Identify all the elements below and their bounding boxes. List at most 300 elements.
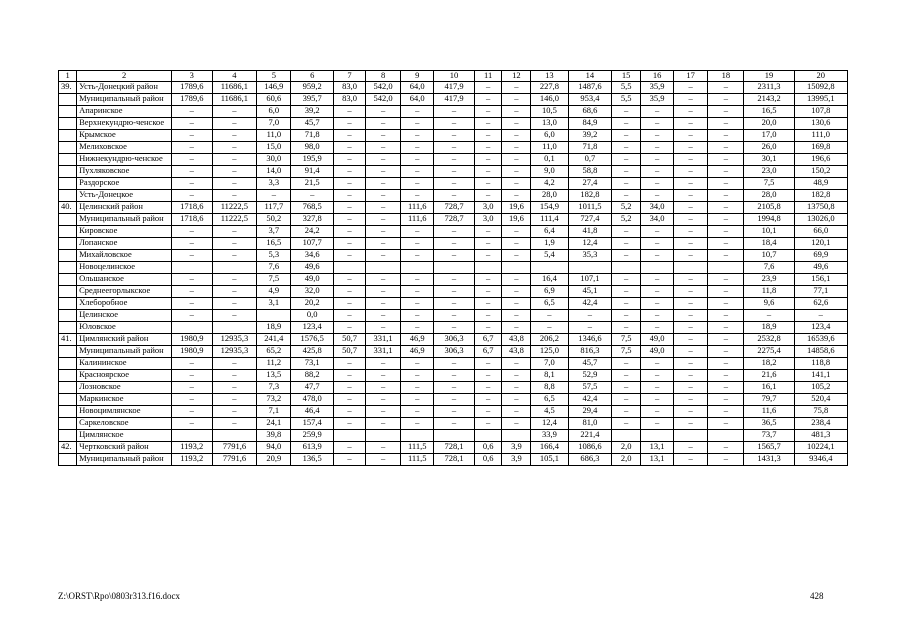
value-cell: 7,6 [257,262,291,274]
value-cell: 3,9 [502,454,531,466]
value-cell: 111,5 [401,442,434,454]
value-cell: 19,6 [502,214,531,226]
territory-name-cell: Юловское [77,322,172,334]
value-cell: 10,1 [744,226,794,238]
value-cell: – [612,106,641,118]
value-cell: 8,8 [531,382,568,394]
value-cell: – [708,106,744,118]
value-cell: – [674,142,708,154]
value-cell: – [401,106,434,118]
value-cell: 7,5 [612,334,641,346]
value-cell: 107,1 [568,274,612,286]
row-index-cell [59,370,77,382]
value-cell: 6,4 [531,226,568,238]
value-cell [708,262,744,274]
value-cell: – [708,82,744,94]
value-cell: 728,1 [434,442,475,454]
value-cell: – [434,166,475,178]
territory-name-cell: Пухляковское [77,166,172,178]
value-cell: 49,0 [641,346,674,358]
value-cell: 60,6 [257,94,291,106]
value-cell: – [612,406,641,418]
value-cell: – [434,370,475,382]
value-cell: 7791,6 [212,442,257,454]
value-cell: – [434,238,475,250]
value-cell: – [612,130,641,142]
value-cell: – [502,406,531,418]
row-index-cell [59,94,77,106]
value-cell: – [334,238,366,250]
row-index-cell: 41. [59,334,77,346]
value-cell: 45,7 [568,358,612,370]
value-cell: – [334,286,366,298]
value-cell: 20,0 [744,118,794,130]
value-cell: – [531,322,568,334]
value-cell: – [366,226,401,238]
value-cell: – [212,166,257,178]
value-cell: – [641,310,674,322]
table-row [59,418,848,430]
value-cell: – [708,118,744,130]
value-cell: – [334,370,366,382]
value-cell [334,262,366,274]
value-cell: – [334,214,366,226]
table-row [59,154,848,166]
value-cell: – [502,418,531,430]
value-cell: 35,9 [641,82,674,94]
value-cell: – [502,274,531,286]
table-row [59,250,848,262]
value-cell: – [641,418,674,430]
value-cell: – [172,370,213,382]
value-cell: 11,6 [744,406,794,418]
value-cell: – [401,274,434,286]
value-cell: 12935,3 [212,346,257,358]
value-cell [612,430,641,442]
value-cell: – [434,358,475,370]
value-cell: – [612,190,641,202]
value-cell: 73,1 [291,358,334,370]
value-cell: 11686,1 [212,94,257,106]
value-cell: 3,3 [257,178,291,190]
value-cell: – [502,238,531,250]
value-cell: 28,0 [744,190,794,202]
value-cell: – [641,130,674,142]
value-cell: – [708,310,744,322]
value-cell: 3,0 [474,214,502,226]
value-cell: – [708,286,744,298]
value-cell: 41,8 [568,226,612,238]
value-cell: – [401,322,434,334]
value-cell: – [401,226,434,238]
value-cell [401,430,434,442]
value-cell: – [708,370,744,382]
value-cell: 75,8 [794,406,847,418]
value-cell: – [674,418,708,430]
row-index-cell [59,130,77,142]
value-cell: – [674,190,708,202]
value-cell: 118,8 [794,358,847,370]
value-cell: – [474,370,502,382]
value-cell: 19,6 [502,202,531,214]
value-cell: – [434,406,475,418]
value-cell: – [366,274,401,286]
value-cell: – [334,154,366,166]
value-cell: – [641,106,674,118]
value-cell: 107,8 [794,106,847,118]
value-cell: – [674,382,708,394]
value-cell: – [212,250,257,262]
value-cell: 8,1 [531,370,568,382]
value-cell: – [708,166,744,178]
value-cell: 2275,4 [744,346,794,358]
territory-name-cell: Целинское [77,310,172,322]
value-cell [434,262,475,274]
value-cell: 123,4 [291,322,334,334]
value-cell: 2105,8 [744,202,794,214]
value-cell: – [708,322,744,334]
value-cell: 2311,3 [744,82,794,94]
value-cell: – [366,202,401,214]
value-cell: – [674,214,708,226]
value-cell: – [641,142,674,154]
value-cell: – [474,106,502,118]
value-cell: – [401,142,434,154]
value-cell: 542,0 [366,82,401,94]
value-cell: – [612,166,641,178]
table-row [59,118,848,130]
value-cell: – [708,274,744,286]
value-cell: 107,7 [291,238,334,250]
column-number-cell: 3 [172,71,213,82]
territory-name-cell: Усть-Донецкое [77,190,172,202]
table-row [59,166,848,178]
value-cell: – [366,454,401,466]
value-cell: 23,9 [744,274,794,286]
value-cell: – [172,190,213,202]
value-cell: – [172,358,213,370]
value-cell: – [708,250,744,262]
value-cell: – [568,322,612,334]
value-cell: – [674,454,708,466]
value-cell: – [434,118,475,130]
value-cell: 11222,5 [212,214,257,226]
table-row [59,94,848,106]
value-cell: – [674,310,708,322]
value-cell: – [474,238,502,250]
column-number-cell: 4 [212,71,257,82]
value-cell: – [172,226,213,238]
value-cell: 64,0 [401,82,434,94]
value-cell: – [474,418,502,430]
value-cell: – [674,226,708,238]
value-cell: 728,1 [434,454,475,466]
value-cell: 18,2 [744,358,794,370]
table-row [59,130,848,142]
value-cell [212,430,257,442]
table-row [59,310,848,322]
value-cell: – [366,178,401,190]
value-cell [674,262,708,274]
value-cell: 105,1 [531,454,568,466]
value-cell: 94,0 [257,442,291,454]
value-cell: – [366,130,401,142]
value-cell [612,262,641,274]
value-cell: 15092,8 [794,82,847,94]
value-cell: 728,7 [434,214,475,226]
value-cell: – [674,286,708,298]
value-cell: – [334,454,366,466]
value-cell: 111,6 [401,214,434,226]
value-cell: 395,7 [291,94,334,106]
value-cell: 1086,6 [568,442,612,454]
value-cell: – [744,310,794,322]
table-row [59,202,848,214]
row-index-cell [59,382,77,394]
row-index-cell: 42. [59,442,77,454]
value-cell: 7,1 [257,406,291,418]
value-cell: 47,7 [291,382,334,394]
value-cell: – [502,370,531,382]
value-cell: – [334,250,366,262]
row-index-cell [59,358,77,370]
value-cell: – [641,226,674,238]
column-number-cell: 7 [334,71,366,82]
value-cell: – [212,394,257,406]
value-cell: – [612,226,641,238]
value-cell: 2532,8 [744,334,794,346]
value-cell: 1789,6 [172,94,213,106]
value-cell: – [434,130,475,142]
value-cell: – [434,154,475,166]
value-cell: – [172,286,213,298]
row-index-cell: 39. [59,82,77,94]
column-number-cell: 13 [531,71,568,82]
value-cell: – [172,394,213,406]
value-cell: – [366,322,401,334]
value-cell: – [291,190,334,202]
table-row [59,238,848,250]
table-row [59,298,848,310]
row-index-cell [59,238,77,250]
value-cell: 0,6 [474,454,502,466]
value-cell: – [502,358,531,370]
value-cell: – [612,118,641,130]
territory-name-cell: Саркеловское [77,418,172,430]
value-cell: 42,4 [568,298,612,310]
table-row [59,346,848,358]
value-cell: 71,8 [568,142,612,154]
value-cell: – [474,250,502,262]
column-number-cell: 18 [708,71,744,82]
value-cell: 1980,9 [172,334,213,346]
value-cell: 111,4 [531,214,568,226]
value-cell: – [612,274,641,286]
value-cell: 959,2 [291,82,334,94]
table-row [59,406,848,418]
value-cell: 478,0 [291,394,334,406]
value-cell: 14,0 [257,166,291,178]
value-cell: – [674,94,708,106]
row-index-cell [59,142,77,154]
value-cell [212,322,257,334]
value-cell: – [708,94,744,106]
value-cell: 4,2 [531,178,568,190]
table-row [59,274,848,286]
value-cell: 5,3 [257,250,291,262]
value-cell: – [708,346,744,358]
value-cell: – [612,178,641,190]
column-number-cell: 19 [744,71,794,82]
value-cell: 13,1 [641,442,674,454]
value-cell: – [334,130,366,142]
value-cell: 91,4 [291,166,334,178]
value-cell: 0,6 [474,442,502,454]
value-cell: – [502,190,531,202]
value-cell: 259,9 [291,430,334,442]
value-cell: – [401,118,434,130]
value-cell: 45,7 [291,118,334,130]
value-cell: – [366,370,401,382]
value-cell: – [366,394,401,406]
value-cell: – [502,106,531,118]
value-cell: – [401,382,434,394]
value-cell: 16,5 [257,238,291,250]
value-cell: 306,3 [434,346,475,358]
value-cell: – [674,274,708,286]
value-cell: 6,9 [531,286,568,298]
value-cell: 10224,1 [794,442,847,454]
value-cell: 49,0 [641,334,674,346]
value-cell: 4,9 [257,286,291,298]
value-cell: – [366,442,401,454]
table-row [59,262,848,274]
value-cell: – [502,130,531,142]
value-cell: 18,9 [257,322,291,334]
row-index-cell [59,394,77,406]
value-cell: – [502,286,531,298]
value-cell: 5,2 [612,202,641,214]
value-cell: – [641,286,674,298]
value-cell: 1576,5 [291,334,334,346]
value-cell: – [641,394,674,406]
value-cell: – [708,202,744,214]
value-cell: – [641,382,674,394]
value-cell: – [474,154,502,166]
value-cell: 48,9 [794,178,847,190]
value-cell: 49,0 [291,274,334,286]
value-cell: – [334,382,366,394]
value-cell: – [172,178,213,190]
value-cell: 35,9 [641,94,674,106]
table-header-row [59,71,848,82]
value-cell: – [366,250,401,262]
territory-name-cell: Муниципальный район [77,94,172,106]
value-cell: 1789,6 [172,82,213,94]
row-index-cell [59,346,77,358]
value-cell: 542,0 [366,94,401,106]
value-cell: – [334,166,366,178]
value-cell: – [366,142,401,154]
territory-name-cell: Новоцелинское [77,262,172,274]
row-index-cell [59,418,77,430]
value-cell: 425,8 [291,346,334,358]
value-cell: 141,1 [794,370,847,382]
footer-page-number: 428 [810,591,824,601]
value-cell: – [401,406,434,418]
value-cell: 727,4 [568,214,612,226]
value-cell: 33,9 [531,430,568,442]
value-cell [641,262,674,274]
value-cell: – [641,190,674,202]
column-number-cell: 11 [474,71,502,82]
value-cell: – [212,178,257,190]
value-cell: – [474,142,502,154]
value-cell: 13026,0 [794,214,847,226]
value-cell: – [502,142,531,154]
value-cell: 417,9 [434,94,475,106]
value-cell: – [474,298,502,310]
value-cell: – [502,154,531,166]
value-cell: 3,0 [474,202,502,214]
value-cell: 11,0 [531,142,568,154]
value-cell [502,430,531,442]
value-cell: 7,6 [744,262,794,274]
territory-name-cell: Нижнекундрю-ченское [77,154,172,166]
value-cell: – [612,310,641,322]
value-cell: – [641,358,674,370]
value-cell: 221,4 [568,430,612,442]
value-cell: 146,9 [257,82,291,94]
value-cell: 46,9 [401,334,434,346]
value-cell: 1487,6 [568,82,612,94]
value-cell: – [502,226,531,238]
value-cell: 10,7 [744,250,794,262]
value-cell: – [366,418,401,430]
column-number-cell: 1 [59,71,77,82]
value-cell: 182,8 [568,190,612,202]
value-cell: 18,9 [744,322,794,334]
value-cell: – [641,370,674,382]
row-index-cell [59,214,77,226]
value-cell: – [474,94,502,106]
value-cell: 728,7 [434,202,475,214]
value-cell: – [334,226,366,238]
value-cell: – [172,274,213,286]
value-cell: 327,8 [291,214,334,226]
value-cell [172,430,213,442]
value-cell: – [708,382,744,394]
table-row [59,226,848,238]
value-cell: 9,0 [531,166,568,178]
value-cell: 613,9 [291,442,334,454]
value-cell: 6,0 [257,106,291,118]
value-cell: 83,0 [334,82,366,94]
value-cell: 16,5 [744,106,794,118]
value-cell: 29,4 [568,406,612,418]
value-cell: – [502,394,531,406]
value-cell: 5,4 [531,250,568,262]
value-cell: 13,5 [257,370,291,382]
value-cell: – [502,82,531,94]
row-index-cell [59,118,77,130]
value-cell: – [366,118,401,130]
row-index-cell [59,226,77,238]
value-cell: – [172,406,213,418]
value-cell: – [434,106,475,118]
value-cell: – [612,370,641,382]
value-cell: 24,1 [257,418,291,430]
